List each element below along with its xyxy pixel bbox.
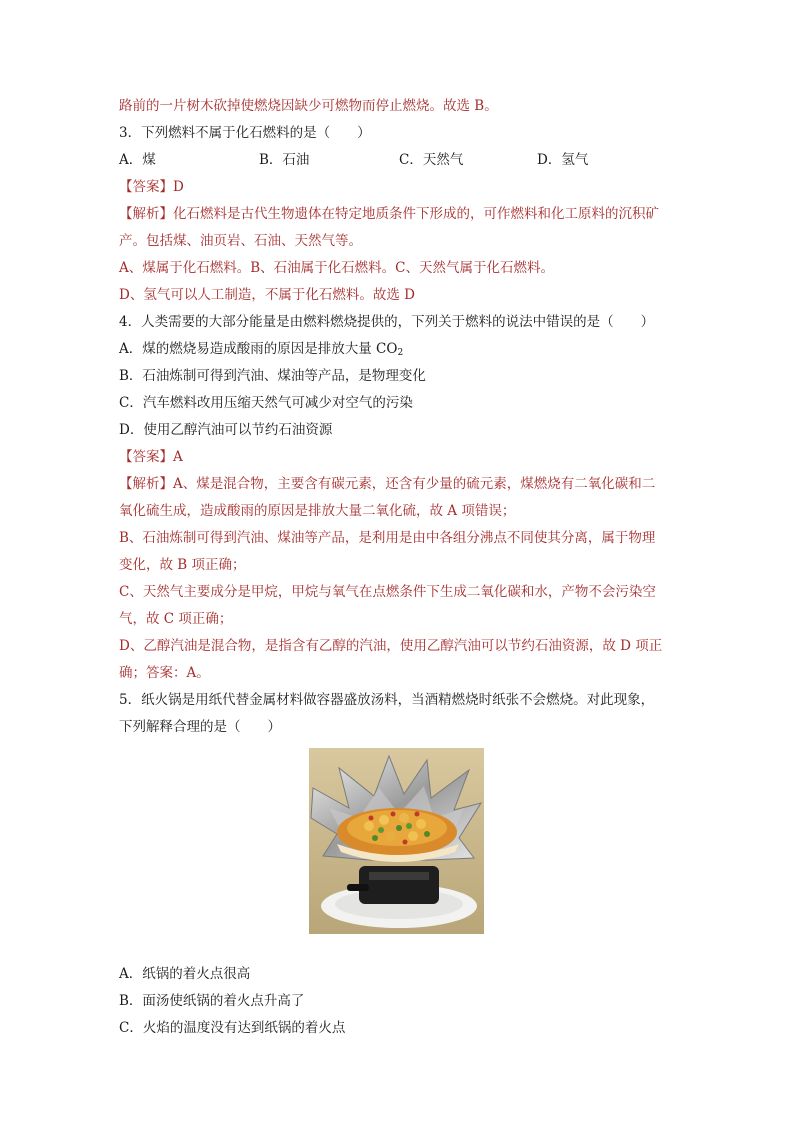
q4-exp-text-1: A、煤是混合物，主要含有碳元素，还含有少量的硫元素，煤燃烧有二氧化碳和二 <box>173 476 656 492</box>
q5-option-b: B．面汤使纸锅的着火点升高了 <box>119 993 305 1009</box>
q4-option-d: D．使用乙醇汽油可以节约石油资源 <box>119 422 333 438</box>
figure-container <box>119 741 679 961</box>
q4-option-c: C．汽车燃料改用压缩天然气可减少对空气的污染 <box>119 395 413 411</box>
q3-option-b: B．石油 <box>259 152 310 168</box>
answer-tag: 【答案】 <box>119 449 173 465</box>
q3-answer-value: D <box>173 179 184 195</box>
answer-tag: 【答案】 <box>119 179 173 195</box>
q3-option-c: C．天然气 <box>399 152 464 168</box>
explanation-tag: 【解析】 <box>119 476 173 492</box>
q3-explanation-line-2: 产。包括煤、油页岩、石油、天然气等。 <box>119 233 362 249</box>
document-body <box>119 93 679 1042</box>
q4-answer <box>119 444 679 471</box>
q4-option-a <box>119 336 679 363</box>
q4-explanation-line-1 <box>119 471 679 498</box>
paper-hotpot-image <box>309 748 484 934</box>
q4-explanation-line-4: 变化，故 B 项正确； <box>119 557 246 573</box>
q4-option-a-text: A．煤的燃烧易造成酸雨的原因是排放大量 CO <box>119 341 398 357</box>
prev-explanation-tail: 路前的一片树木砍掉使燃烧因缺少可燃物而停止燃烧。故选 B。 <box>119 98 498 114</box>
q4-explanation-line-5: C、天然气主要成分是甲烷，甲烷与氧气在点燃条件下生成二氧化碳和水，产物不会污染空 <box>119 584 656 600</box>
paper-hotpot-photo <box>309 748 484 934</box>
q5-option-a: A．纸锅的着火点很高 <box>119 966 251 982</box>
question-4-stem: 4．人类需要的大部分能量是由燃料燃烧提供的，下列关于燃料的说法中错误的是（ ） <box>119 314 655 330</box>
q4-answer-value: A <box>173 449 183 465</box>
q3-explanation-line-1 <box>119 201 679 228</box>
question-5-stem-2: 下列解释合理的是（ ） <box>119 719 281 735</box>
q4-explanation-line-8: 确；答案：A。 <box>119 665 210 681</box>
q4-explanation-line-7: D、乙醇汽油是混合物，是指含有乙醇的汽油，使用乙醇汽油可以节约石油资源，故 D 项正 <box>119 638 663 654</box>
explanation-tag: 【解析】 <box>119 206 173 222</box>
q4-explanation-line-3: B、石油炼制可得到汽油、煤油等产品，是利用是由中各组分沸点不同使其分离，属于物理 <box>119 530 656 546</box>
q3-option-a: A．煤 <box>119 152 156 168</box>
q4-explanation-line-6: 气，故 C 项正确； <box>119 611 233 627</box>
q4-option-a-subscript: 2 <box>397 348 404 358</box>
q3-explanation-line-4: D、氢气可以人工制造，不属于化石燃料。故选 D <box>119 287 415 303</box>
question-3-options <box>119 147 679 174</box>
question-5-stem-1: 5．纸火锅是用纸代替金属材料做容器盛放汤料，当酒精燃烧时纸张不会燃烧。对此现象， <box>119 692 655 708</box>
q3-option-d: D．氢气 <box>537 152 589 168</box>
q3-explanation-line-3: A、煤属于化石燃料。B、石油属于化石燃料。C、天然气属于化石燃料。 <box>119 260 554 276</box>
q3-exp-text-1: 化石燃料是古代生物遗体在特定地质条件下形成的，可作燃料和化工原料的沉积矿 <box>173 206 659 222</box>
question-3-stem: 3．下列燃料不属于化石燃料的是（ ） <box>119 125 371 141</box>
q3-answer <box>119 174 679 201</box>
q5-option-c: C．火焰的温度没有达到纸锅的着火点 <box>119 1020 346 1036</box>
q4-explanation-line-2: 氧化硫生成，造成酸雨的原因是排放大量二氧化硫，故 A 项错误； <box>119 503 516 519</box>
q4-option-b: B．石油炼制可得到汽油、煤油等产品，是物理变化 <box>119 368 426 384</box>
